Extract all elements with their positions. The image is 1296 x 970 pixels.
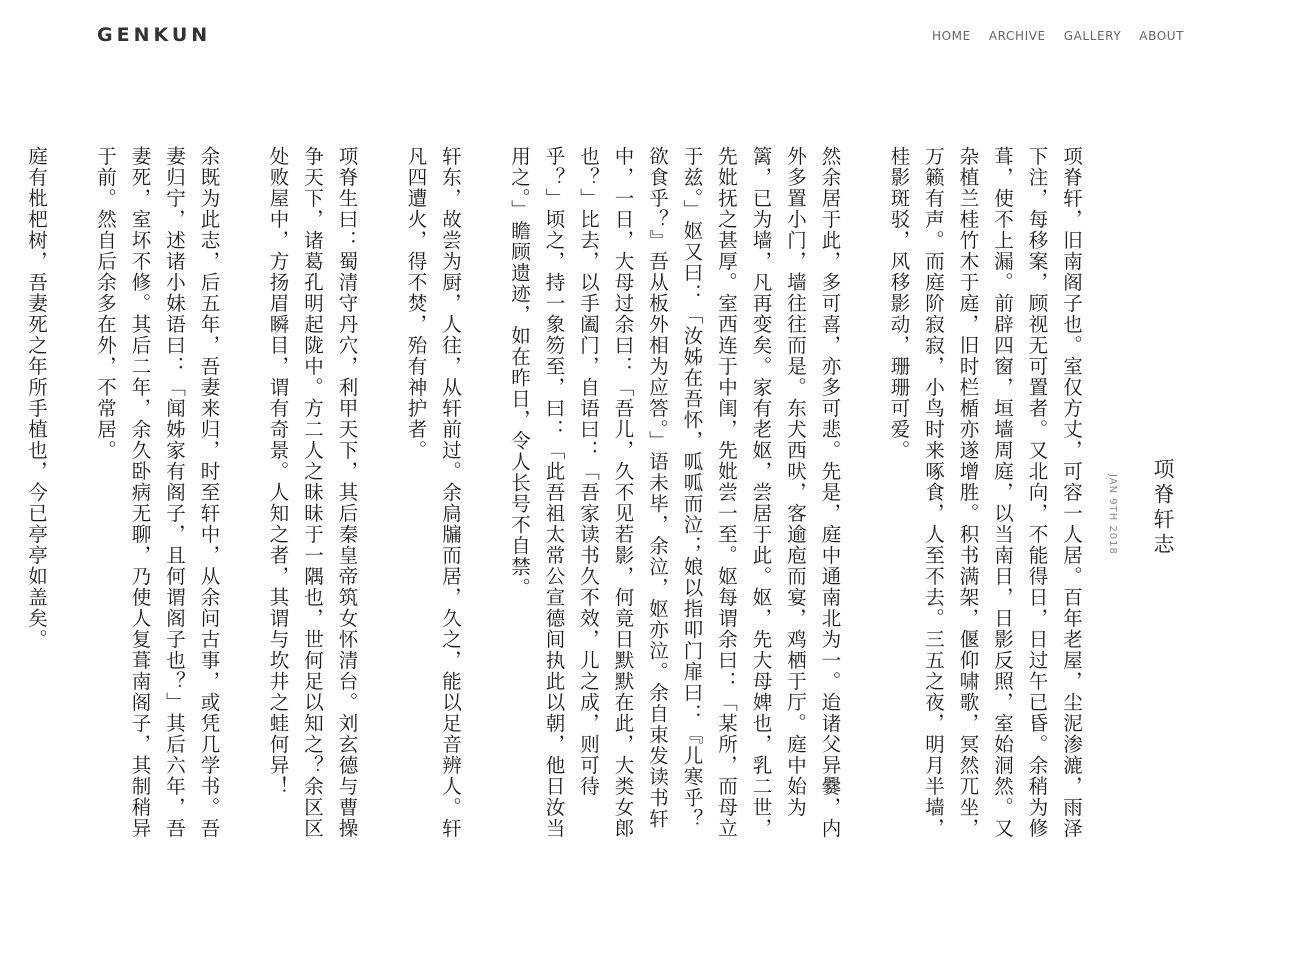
post-paragraph: 然余居于此，多可喜，亦多可悲。先是，庭中通南北为一。迨诸父异爨，内外多置小门，墙往往而是。东犬西吠，客逾庖而宴，鸡栖于厅。庭中始为篱，已为墙，凡再变矣。家有老妪，尝居于此。妪，先大母婢也，乳二世，先妣抚之甚厚。室西连于中闺，先妣尝一至。妪每谓余曰：「某所，而母立于兹。」妪又曰：「汝姊在吾怀，呱呱而泣；娘以指叩门扉曰：『儿寒乎？欲食乎？』吾从板外相为应答。」语未毕，余泣，妪亦泣。余自束发读书轩中，一日，大母过余曰：「吾儿，久不见若影，何竟日默默在此，大类女郎也？」比去，以手阖门，自语曰：「吾家读书久不效，儿之成，则可待乎？」顷之，持一象笏至，曰：「此吾祖太常公宣德间执此以朝，他日汝当用之。」瞻顾遗迹，如在昨日，令人长号不自禁。: [508, 146, 842, 839]
nav-gallery-link[interactable]: GALLERY: [1063, 29, 1122, 43]
post-paragraph: 项脊生曰：蜀清守丹穴，利甲天下，其后秦皇帝筑女怀清台。刘玄德与曹操争天下，诸葛孔明起陇中。方二人之昧昧于一隅也，世何足以知之？余区区处败屋中，方扬眉瞬目，谓有奇景。人知之者，其谓与坎井之蛙何异！: [266, 146, 359, 839]
post-paragraph: 轩东，故尝为厨，人往，从轩前过。余扃牖而居，久之，能以足音辨人。轩凡四遭火，得不焚，殆有神护者。: [404, 146, 462, 839]
post-paragraph: 项脊轩，旧南阁子也。室仅方丈，可容一人居。百年老屋，尘泥渗漉，雨泽下注，每移案，顾视无可置者。又北向，不能得日，日过午已昏。余稍为修葺，使不上漏。前辟四窗，垣墙周庭，以当南日，日影反照，室始洞然。又杂植兰桂竹木于庭，旧时栏楯亦遂增胜。积书满架，偃仰啸歌，冥然兀坐，万籁有声。而庭阶寂寂，小鸟时来啄食，人至不去。三五之夜，明月半墙，桂影斑驳，风移影动，珊珊可爱。: [887, 146, 1083, 839]
post-date: JAN 9TH 2018: [1107, 474, 1118, 555]
site-logo[interactable]: GENKUN: [97, 24, 212, 46]
post-paragraph: 余既为此志，后五年，吾妻来归，时至轩中，从余问古事，或凭几学书。吾妻归宁，述诸小妹语曰：「闻姊家有阁子，且何谓阁子也？」其后六年，吾妻死，室坏不修。其后二年，余久卧病无聊，乃使人复葺南阁子，其制稍异于前。然自后余多在外，不常居。: [94, 146, 221, 839]
main-nav: [932, 29, 1202, 43]
post-body: [19, 146, 1089, 846]
nav-home-link[interactable]: HOME: [932, 29, 971, 43]
post-title: 项脊轩志: [1151, 458, 1175, 558]
post-paragraph: 庭有枇杷树，吾妻死之年所手植也，今已亭亭如盖矣。: [25, 146, 48, 650]
nav-about-link[interactable]: ABOUT: [1139, 29, 1185, 43]
nav-archive-link[interactable]: ARCHIVE: [988, 29, 1046, 43]
